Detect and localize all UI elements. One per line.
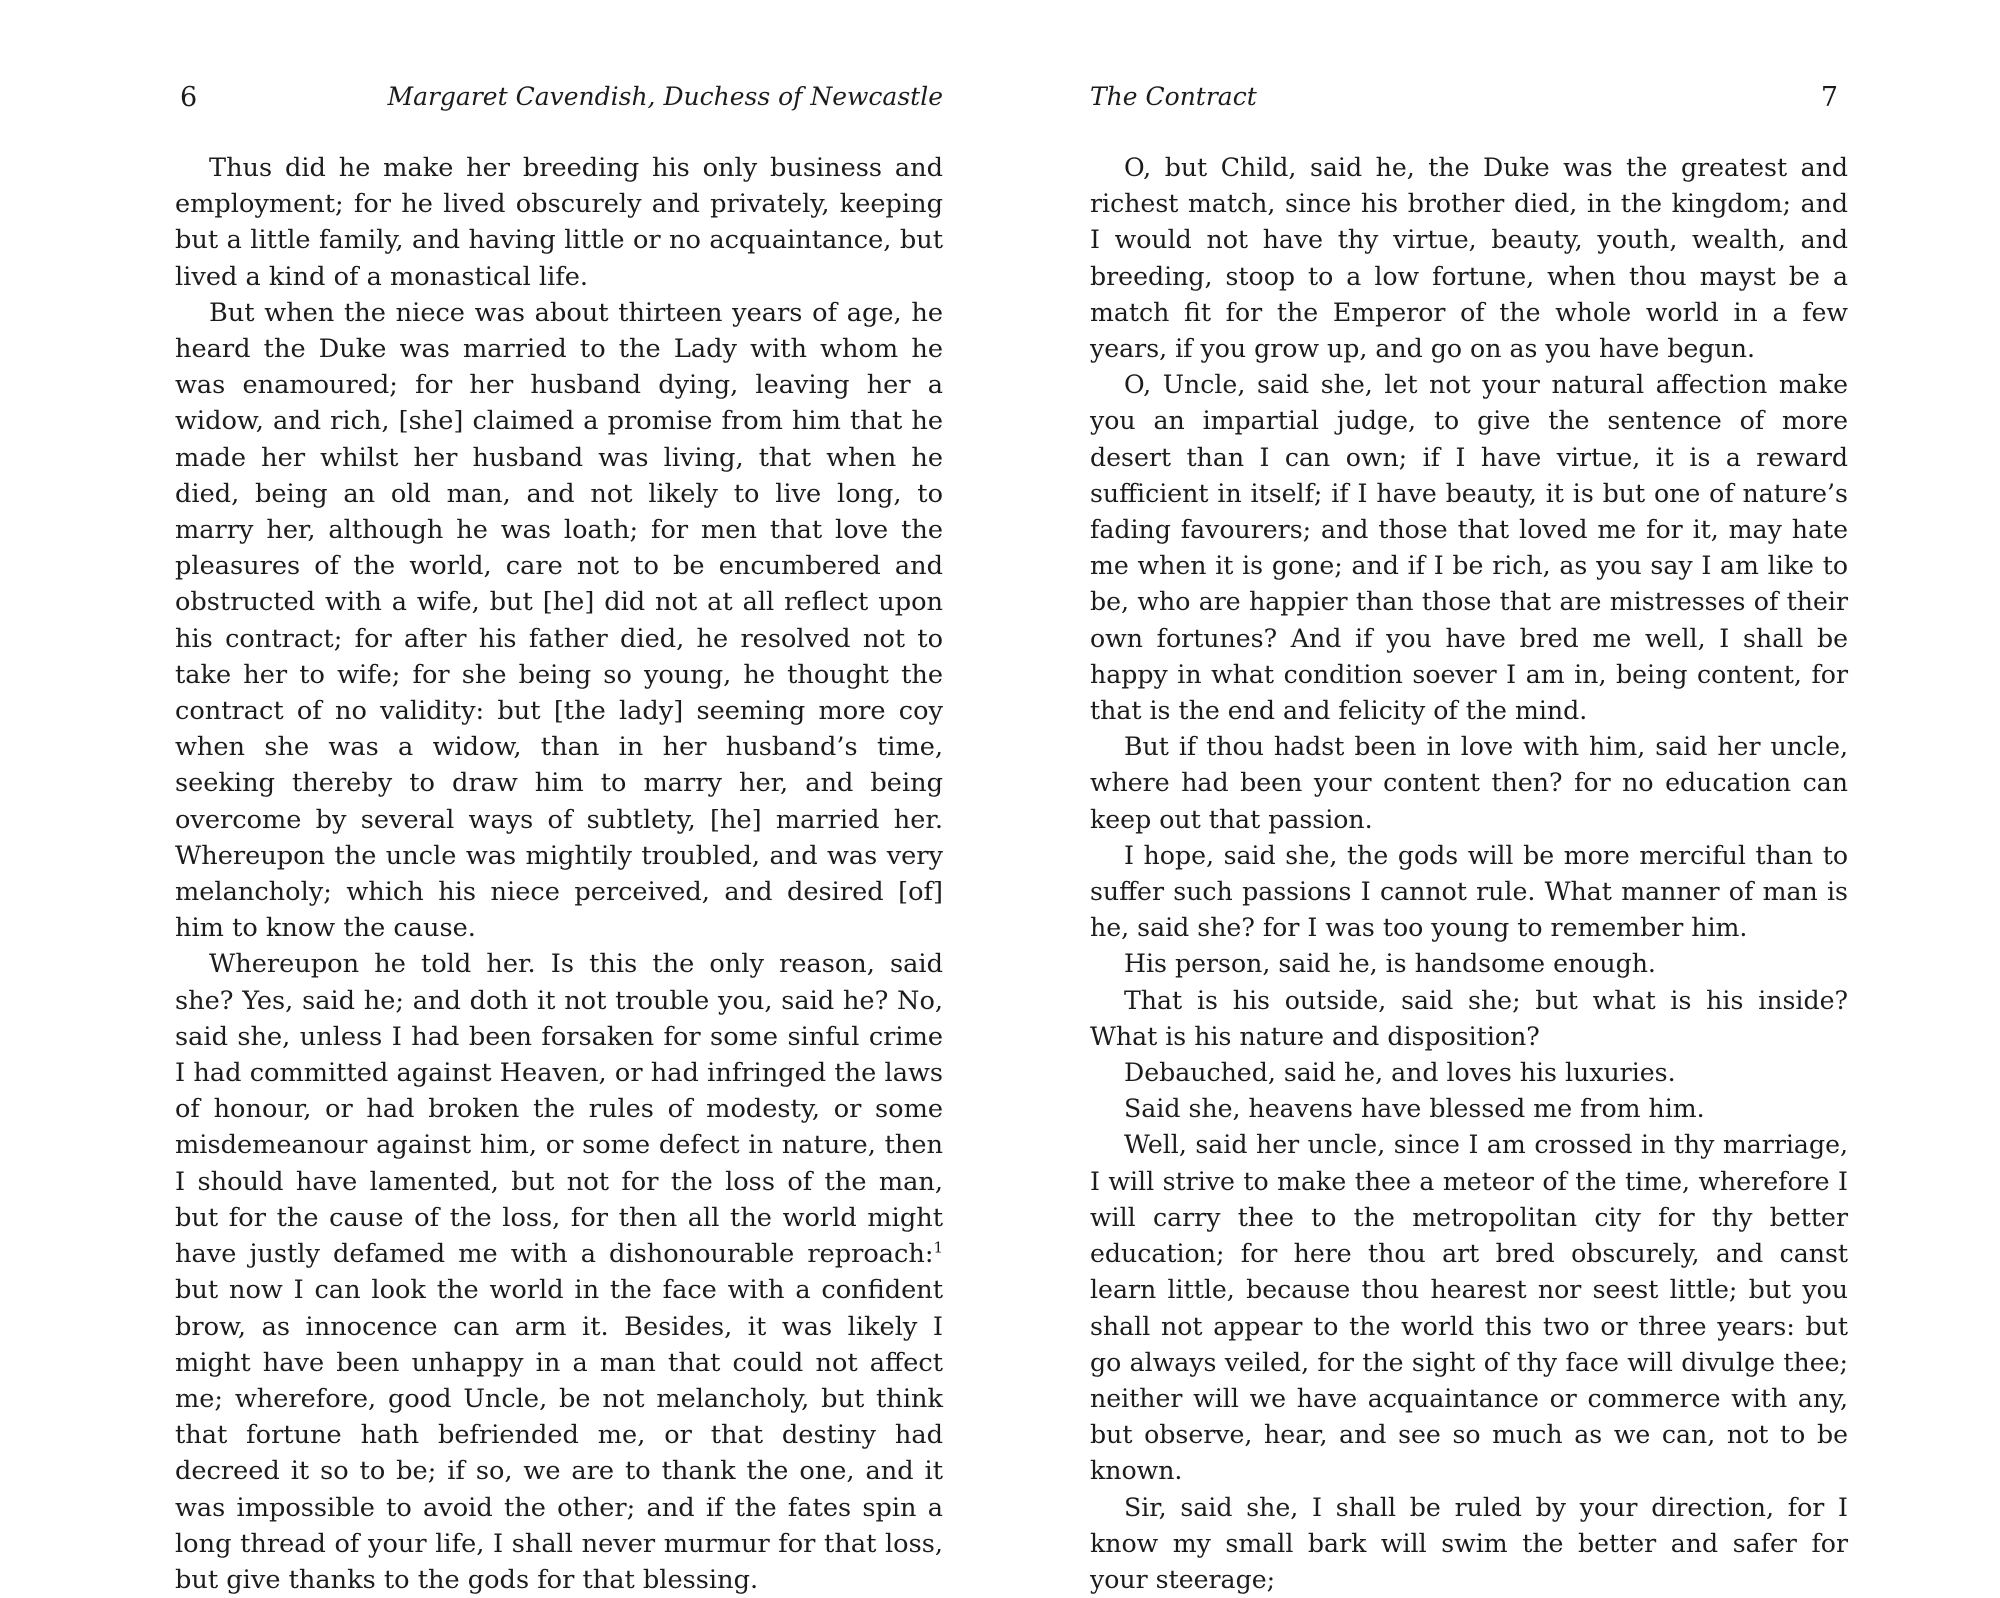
paragraph: I hope, said she, the gods will be more merciful than to suffer such passions I cannot rule. What manner of man is he, said she? for I was too young to remember him. (1090, 840, 1848, 943)
left-running-head-title: Margaret Cavendish, Duchess of Newcastle (387, 82, 943, 111)
left-page-number: 6 (180, 82, 198, 113)
paragraph: His person, said he, is handsome enough. (1124, 949, 1656, 979)
paragraph: Debauched, said he, and loves his luxuries. (1124, 1058, 1676, 1088)
right-page-number: 7 (1820, 82, 1838, 113)
right-running-head-title: The Contract (1090, 82, 1257, 111)
paragraph: But if thou hadst been in love with him, said her uncle, where had been your content then? for no education can keep out that passion. (1090, 732, 1848, 834)
paragraph: Well, said her uncle, since I am crossed in thy marriage, I will strive to make thee a meteor of the time, wherefore I will carry thee to the metropolitan city for thy better education; for here thou art bred obscurely, and canst learn little, because thou hearest nor seest little; but you shall not appear to the world this two or three years: but go always veiled, for the sight of thy face will divulge thee; neither will we have acquaintance or commerce with any, but observe, hear, and see so much as we can, not to be known. (1090, 1130, 1848, 1486)
paragraph-text: but now I can look the world in the face with a confident brow, as innocence can arm it. Besides, it was likely I might have been unhappy in a man that could not affect me; wherefore, good Uncle, be not melancholy, but think that fortune hath befriended me, or that destiny had decreed it so to be; if so, we are to thank the one, and it was impossible to avoid the other; and if the fates spin a long thread of your life, I shall never murmur for that loss, but give thanks to the gods for that blessing. (175, 1275, 943, 1595)
left-running-head (175, 82, 943, 122)
right-body-text (1090, 150, 1848, 1598)
paragraph-text: Whereupon he told her. Is this the only reason, said she? Yes, said he; and doth it not trouble you, said he? No, said she, unless I had been forsaken for some sinful crime I had committed against Heaven, or had infringed the laws of honour, or had broken the rules of modesty, or some misdemeanour against him, or some defect in nature, then I should have lamented, but not for the loss of the man, but for the cause of the loss, for then all the world might have justly defamed me with a dishonourable reproach: (175, 949, 943, 1270)
left-page (175, 0, 943, 1597)
paragraph: Sir, said she, I shall be ruled by your direction, for I know my small bark will swim the better and safer for your steerage; (1090, 1492, 1848, 1594)
right-page (1090, 0, 1848, 1597)
paragraph: That is his outside, said she; but what is his inside? What is his nature and disposition? (1090, 985, 1848, 1051)
paragraph: O, Uncle, said she, let not your natural affection make you an impartial judge, to give the sentence of more desert than I can own; if I have virtue, it is a reward sufficient in itself; if I have beauty, it is but one of nature’s fading favourers; and those that loved me for it, may hate me when it is gone; and if I be rich, as you say I am like to be, who are happier than those that are mistresses of their own fortunes? And if you have bred me well, I shall be happy in what condition soever I am in, being content, for that is the end and felicity of the mind. (1090, 370, 1848, 726)
paragraph-with-note (175, 946, 943, 1598)
right-running-head (1090, 82, 1848, 122)
paragraph: Thus did he make her breeding his only business and employment; for he lived obscurely and privately, keeping but a little family, and having little or no acquaintance, but lived a kind of a monastical life. (175, 153, 943, 292)
footnote-marker[interactable]: 1 (933, 1238, 943, 1257)
left-body-text (175, 150, 943, 1598)
paragraph: Said she, heavens have blessed me from him. (1124, 1094, 1705, 1124)
paragraph: O, but Child, said he, the Duke was the greatest and richest match, since his brother died, in the kingdom; and I would not have thy virtue, beauty, youth, wealth, and breeding, stoop to a low fortune, when thou mayst be a match fit for the Emperor of the whole world in a few years, if you grow up, and go on as you have begun. (1090, 153, 1848, 364)
paragraph: But when the niece was about thirteen years of age, he heard the Duke was married to the Lady with whom he was enamoured; for her husband dying, leaving her a widow, and rich, [she] claimed a promise from him that he made her whilst her husband was living, that when he died, being an old man, and not likely to live long, to marry her, although he was loath; for men that love the pleasures of the world, care not to be encumbered and obstructed with a wife, but [he] did not at all reflect upon his contract; for after his father died, he resolved not to take her to wife; for she being so young, he thought the contract of no validity: but [the lady] seeming more coy when she was a widow, than in her husband’s time, seeking thereby to draw him to marry her, and being overcome by several ways of subtlety, [he] married her. Whereupon the uncle was mightily troubled, and was very melancholy; which his niece perceived, and desired [of] him to know the cause. (175, 297, 943, 944)
